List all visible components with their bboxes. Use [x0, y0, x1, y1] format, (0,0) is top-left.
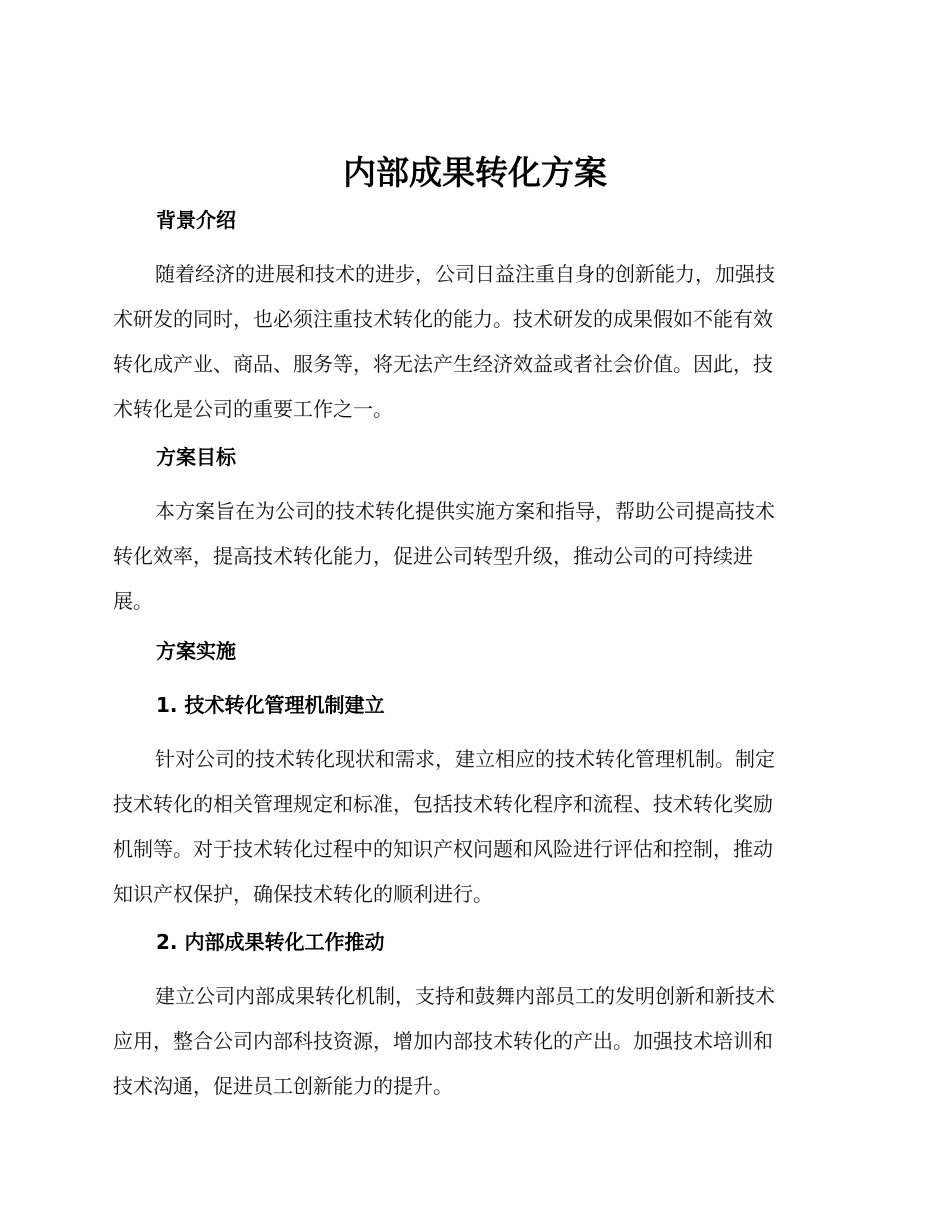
- paragraph-line: 本方案旨在为公司的技术转化提供实施方案和指导，帮助公司提高技术: [155, 499, 775, 523]
- paragraph-line: 术研发的同时，也必须注重技术转化的能力。技术研发的成果假如不能有效: [113, 307, 773, 331]
- subsection-heading-management-mechanism: 1. 技术转化管理机制建立: [156, 693, 385, 717]
- section-paragraph-internal-transfer: [113, 974, 833, 1109]
- paragraph-line: 应用，整合公司内部科技资源，增加内部技术转化的产出。加强技术培训和: [113, 1029, 773, 1053]
- paragraph-line: 转化成产业、商品、服务等，将无法产生经济效益或者社会价值。因此，技: [113, 352, 773, 376]
- paragraph-line: 转化效率，提高技术转化能力，促进公司转型升级，推动公司的可持续进: [113, 544, 753, 568]
- section-paragraph-background: [113, 252, 833, 432]
- paragraph-line: 针对公司的技术转化现状和需求，建立相应的技术转化管理机制。制定: [155, 747, 775, 771]
- paragraph-line: 技术沟通，促进员工创新能力的提升。: [113, 1074, 453, 1098]
- document-title: 内部成果转化方案: [343, 153, 607, 192]
- section-heading-implementation: 方案实施: [156, 639, 236, 663]
- paragraph-line: 术转化是公司的重要工作之一。: [113, 397, 393, 421]
- paragraph-line: 技术转化的相关管理规定和标准，包括技术转化程序和流程、技术转化奖励: [113, 792, 773, 816]
- paragraph-line: 展。: [113, 589, 153, 613]
- paragraph-line: 机制等。对于技术转化过程中的知识产权问题和风险进行评估和控制，推动: [113, 837, 773, 861]
- paragraph-line: 知识产权保护，确保技术转化的顺利进行。: [113, 882, 493, 906]
- section-paragraph-management-mechanism: [113, 737, 833, 917]
- section-heading-goals: 方案目标: [156, 445, 236, 469]
- paragraph-line: 建立公司内部成果转化机制，支持和鼓舞内部员工的发明创新和新技术: [155, 984, 775, 1008]
- section-heading-background: 背景介绍: [156, 208, 236, 232]
- subsection-heading-internal-transfer: 2. 内部成果转化工作推动: [156, 930, 385, 954]
- section-paragraph-goals: [113, 489, 833, 624]
- paragraph-line: 随着经济的进展和技术的进步，公司日益注重自身的创新能力，加强技: [155, 262, 775, 286]
